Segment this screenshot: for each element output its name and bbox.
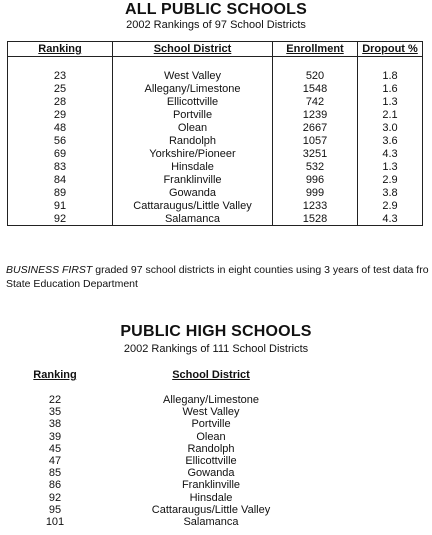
header-enrollment: Enrollment (273, 42, 358, 57)
source-note-text: graded 97 school districts in eight counties using 3 years of test data fro (92, 264, 429, 276)
cell-dropout: 2.9 (358, 199, 423, 212)
cell-dropout: 2.1 (358, 108, 423, 121)
cell-school-district: Olean (113, 121, 273, 134)
cell-ranking: 29 (8, 108, 113, 121)
cell-school-district: Franklinville (113, 173, 273, 186)
cell-school-district: Franklinville (181, 479, 241, 492)
table-row (19, 394, 291, 406)
table-row (19, 479, 291, 491)
cell-ranking: 47 (48, 455, 62, 468)
cell-ranking: 39 (48, 430, 62, 443)
cell-enrollment: 1548 (273, 82, 358, 95)
all-public-schools-title: ALL PUBLIC SCHOOLS (125, 1, 307, 18)
public-high-schools-body (19, 382, 291, 528)
table-row (19, 516, 291, 528)
cell-ranking: 101 (45, 515, 65, 528)
cell-ranking: 28 (8, 95, 113, 108)
cell-school-district: Cattaraugus/Little Valley (113, 199, 273, 212)
cell-ranking: 23 (8, 69, 113, 82)
cell-school-district: Gowanda (113, 186, 273, 199)
all-public-schools-subtitle: 2002 Rankings of 97 School Districts (126, 19, 306, 31)
cell-enrollment: 996 (273, 173, 358, 186)
table-row (19, 467, 291, 479)
header-ranking: Ranking (33, 369, 77, 381)
table-row (8, 160, 423, 173)
cell-ranking: 38 (48, 418, 62, 431)
cell-school-district: Yorkshire/Pioneer (113, 147, 273, 160)
header-dropout: Dropout % (358, 42, 423, 57)
table-row (19, 455, 291, 467)
table-row (19, 443, 291, 455)
cell-ranking: 89 (8, 186, 113, 199)
cell-ranking: 92 (48, 491, 62, 504)
header-school-district: School District (113, 42, 273, 57)
cell-dropout: 4.3 (358, 147, 423, 160)
cell-ranking: 83 (8, 160, 113, 173)
cell-school-district: Hinsdale (113, 160, 273, 173)
cell-dropout: 4.3 (358, 212, 423, 226)
cell-ranking: 95 (48, 503, 62, 516)
table-row (8, 199, 423, 212)
cell-school-district: Gowanda (187, 467, 235, 480)
cell-ranking: 35 (48, 406, 62, 419)
cell-school-district: Ellicottville (185, 455, 237, 468)
table-header-row (8, 42, 423, 57)
public-high-schools-table (19, 368, 291, 528)
cell-ranking: 56 (8, 134, 113, 147)
all-public-schools-table (7, 41, 423, 226)
cell-dropout: 1.8 (358, 69, 423, 82)
cell-enrollment: 1239 (273, 108, 358, 121)
table-row (8, 95, 423, 108)
cell-enrollment: 742 (273, 95, 358, 108)
cell-school-district: West Valley (182, 406, 240, 419)
header-ranking: Ranking (8, 42, 113, 57)
cell-school-district: Randolph (187, 442, 235, 455)
cell-enrollment: 520 (273, 69, 358, 82)
cell-school-district: West Valley (113, 69, 273, 82)
cell-dropout: 3.8 (358, 186, 423, 199)
cell-dropout: 1.3 (358, 95, 423, 108)
spacer-row (8, 57, 423, 70)
all-public-schools-body (8, 57, 423, 226)
cell-school-district: Allegany/Limestone (113, 82, 273, 95)
header-school-district: School District (172, 369, 250, 381)
cell-ranking: 48 (8, 121, 113, 134)
cell-ranking: 91 (8, 199, 113, 212)
cell-enrollment: 1057 (273, 134, 358, 147)
table-row (19, 431, 291, 443)
table-row (8, 186, 423, 199)
table-row (8, 134, 423, 147)
table-row (8, 108, 423, 121)
cell-enrollment: 1233 (273, 199, 358, 212)
table-row (19, 406, 291, 418)
cell-school-district: Salamanca (113, 212, 273, 226)
cell-ranking: 86 (48, 479, 62, 492)
table-row (19, 418, 291, 430)
table-row (8, 212, 423, 226)
cell-enrollment: 3251 (273, 147, 358, 160)
cell-enrollment: 999 (273, 186, 358, 199)
cell-school-district: Allegany/Limestone (162, 394, 259, 407)
cell-dropout: 1.3 (358, 160, 423, 173)
public-high-schools-title: PUBLIC HIGH SCHOOLS (120, 323, 312, 340)
table-row (8, 121, 423, 134)
source-note-line-2: State Education Department (6, 278, 138, 290)
cell-ranking: 92 (8, 212, 113, 226)
table-row (19, 492, 291, 504)
table-row (19, 504, 291, 516)
cell-dropout: 1.6 (358, 82, 423, 95)
cell-enrollment: 1528 (273, 212, 358, 226)
source-publication: BUSINESS FIRST (6, 264, 93, 276)
spacer-row (19, 382, 291, 394)
source-note (6, 263, 432, 291)
cell-school-district: Randolph (113, 134, 273, 147)
table-row (8, 147, 423, 160)
cell-ranking: 25 (8, 82, 113, 95)
cell-ranking: 22 (48, 394, 62, 407)
public-high-schools-subtitle: 2002 Rankings of 111 School Districts (123, 343, 309, 355)
source-note-line-1 (6, 263, 432, 277)
cell-school-district: Ellicottville (113, 95, 273, 108)
table-row (8, 69, 423, 82)
cell-school-district: Portville (113, 108, 273, 121)
cell-ranking: 69 (8, 147, 113, 160)
cell-ranking: 45 (48, 442, 62, 455)
cell-dropout: 3.6 (358, 134, 423, 147)
cell-ranking: 85 (48, 467, 62, 480)
cell-school-district: Portville (191, 418, 231, 431)
cell-enrollment: 532 (273, 160, 358, 173)
table-row (8, 173, 423, 186)
table-row (8, 82, 423, 95)
cell-ranking: 84 (8, 173, 113, 186)
cell-school-district: Hinsdale (189, 491, 233, 504)
cell-school-district: Salamanca (183, 515, 239, 528)
table-header-row (19, 368, 291, 382)
cell-school-district: Olean (196, 430, 226, 443)
cell-dropout: 2.9 (358, 173, 423, 186)
cell-enrollment: 2667 (273, 121, 358, 134)
cell-dropout: 3.0 (358, 121, 423, 134)
cell-school-district: Cattaraugus/Little Valley (151, 503, 271, 516)
